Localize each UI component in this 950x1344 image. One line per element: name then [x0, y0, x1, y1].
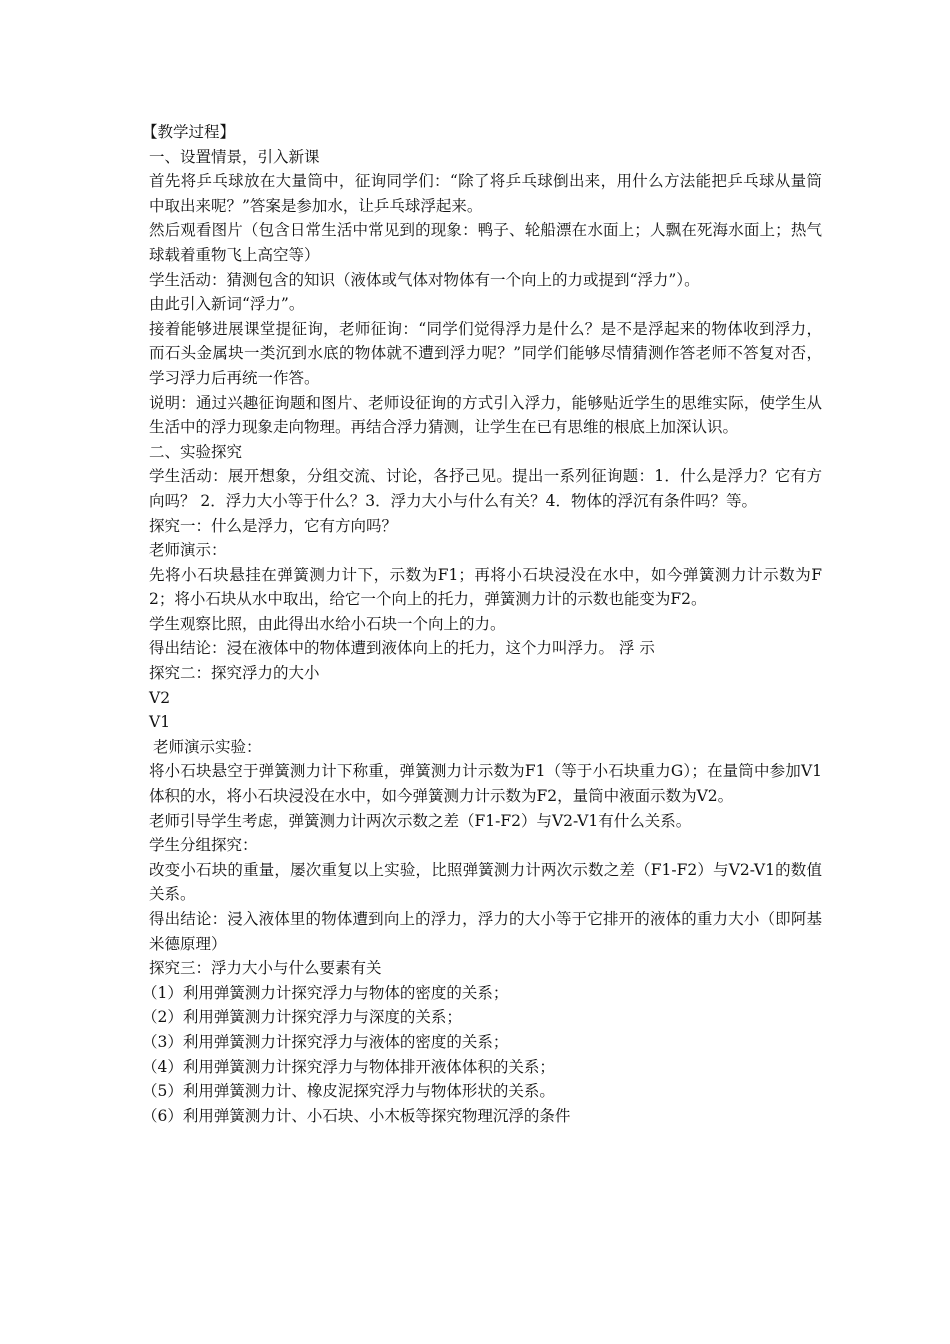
- paragraph: 接着能够进展课堂提征询，老师征询：“同学们觉得浮力是什么？是不是浮起来的物体收到浮力，而石头金属块一类沉到水底的物体就不遭到浮力呢？”同学们能够尽情猜测作答老师不答复对否，学习浮力后再统一作答。: [149, 319, 822, 387]
- paragraph: 老师引导学生考虑，弹簧测力计两次示数之差（F1-F2）与V2-V1有什么关系。: [149, 811, 692, 830]
- list-item: （4）利用弹簧测力计探究浮力与物体排开液体体积的关系；: [142, 1057, 555, 1076]
- list-item: （2）利用弹簧测力计探究浮力与深度的关系；: [142, 1008, 462, 1027]
- section-heading: 【教学过程】: [142, 123, 236, 141]
- paragraph: 学生活动：展开想象，分组交流、讨论，各抒己见。提出一系列征询题：1．什么是浮力？它有方向吗？ 2．浮力大小等于什么？3．浮力大小与什么有关？4．物体的浮沉有条件吗？等。: [149, 467, 822, 510]
- paragraph: 探究一：什么是浮力，它有方向吗？: [149, 516, 398, 535]
- list-item: （3）利用弹簧测力计探究浮力与液体的密度的关系；: [142, 1032, 509, 1051]
- label-v1: V1: [149, 713, 171, 732]
- paragraph: 由此引入新词“浮力”。: [149, 295, 305, 314]
- paragraph: 得出结论：浸在液体中的物体遭到液体向上的托力，这个力叫浮力。 浮 示: [149, 639, 655, 658]
- list-item: （5）利用弹簧测力计、橡皮泥探究浮力与物体形状的关系。: [142, 1082, 555, 1101]
- paragraph: 改变小石块的重量，屡次重复以上实验，比照弹簧测力计两次示数之差（F1-F2）与V2-V1的数值关系。: [149, 860, 822, 904]
- paragraph: 学生活动：猜测包含的知识（液体或气体对物体有一个向上的力或提到“浮力”）。: [149, 270, 700, 289]
- paragraph: 老师演示：: [149, 541, 227, 560]
- paragraph: 学生观察比照，由此得出水给小石块一个向上的力。: [149, 614, 506, 633]
- paragraph: 学生分组探究：: [149, 836, 258, 855]
- paragraph: 首先将乒乓球放在大量筒中，征询同学们：“除了将乒乓球倒出来，用什么方法能把乒乓球从量筒中取出来呢？”答案是参加水，让乒乓球浮起来。: [149, 172, 822, 215]
- paragraph: 说明：通过兴趣征询题和图片、老师设征询的方式引入浮力，能够贴近学生的思维实际，使学生从生活中的浮力现象走向物理。再结合浮力猜测，让学生在已有思维的根底上加深认识。: [149, 393, 822, 437]
- paragraph: 先将小石块悬挂在弹簧测力计下，示数为F1；再将小石块浸没在水中，如今弹簧测力计示数为F2；将小石块从水中取出，给它一个向上的托力，弹簧测力计的示数也能变为F2。: [149, 565, 822, 609]
- list-item: （6）利用弹簧测力计、小石块、小木板等探究物理沉浮的条件: [142, 1106, 571, 1125]
- paragraph: 老师演示实验：: [153, 737, 262, 756]
- paragraph: 探究二：探究浮力的大小: [149, 664, 320, 683]
- paragraph: 探究三：浮力大小与什么要素有关: [149, 959, 382, 978]
- section-title-1: 一、设置情景，引入新课: [149, 147, 320, 166]
- label-v2: V2: [149, 688, 171, 707]
- paragraph: 然后观看图片（包含日常生活中常见到的现象：鸭子、轮船漂在水面上；人飘在死海水面上；热气球载着重物飞上高空等）: [149, 221, 822, 264]
- section-title-2: 二、实验探究: [149, 442, 243, 461]
- paragraph: 得出结论：浸入液体里的物体遭到向上的浮力，浮力的大小等于它排开的液体的重力大小（即阿基米德原理）: [149, 910, 822, 953]
- list-item: （1）利用弹簧测力计探究浮力与物体的密度的关系；: [142, 983, 509, 1002]
- paragraph: 将小石块悬空于弹簧测力计下称重，弹簧测力计示数为F1（等于小石块重力G）；在量筒中参加V1体积的水，将小石块浸没在水中，如今弹簧测力计示数为F2，量筒中液面示数为V2。: [149, 762, 822, 806]
- document-body: [142, 120, 822, 1128]
